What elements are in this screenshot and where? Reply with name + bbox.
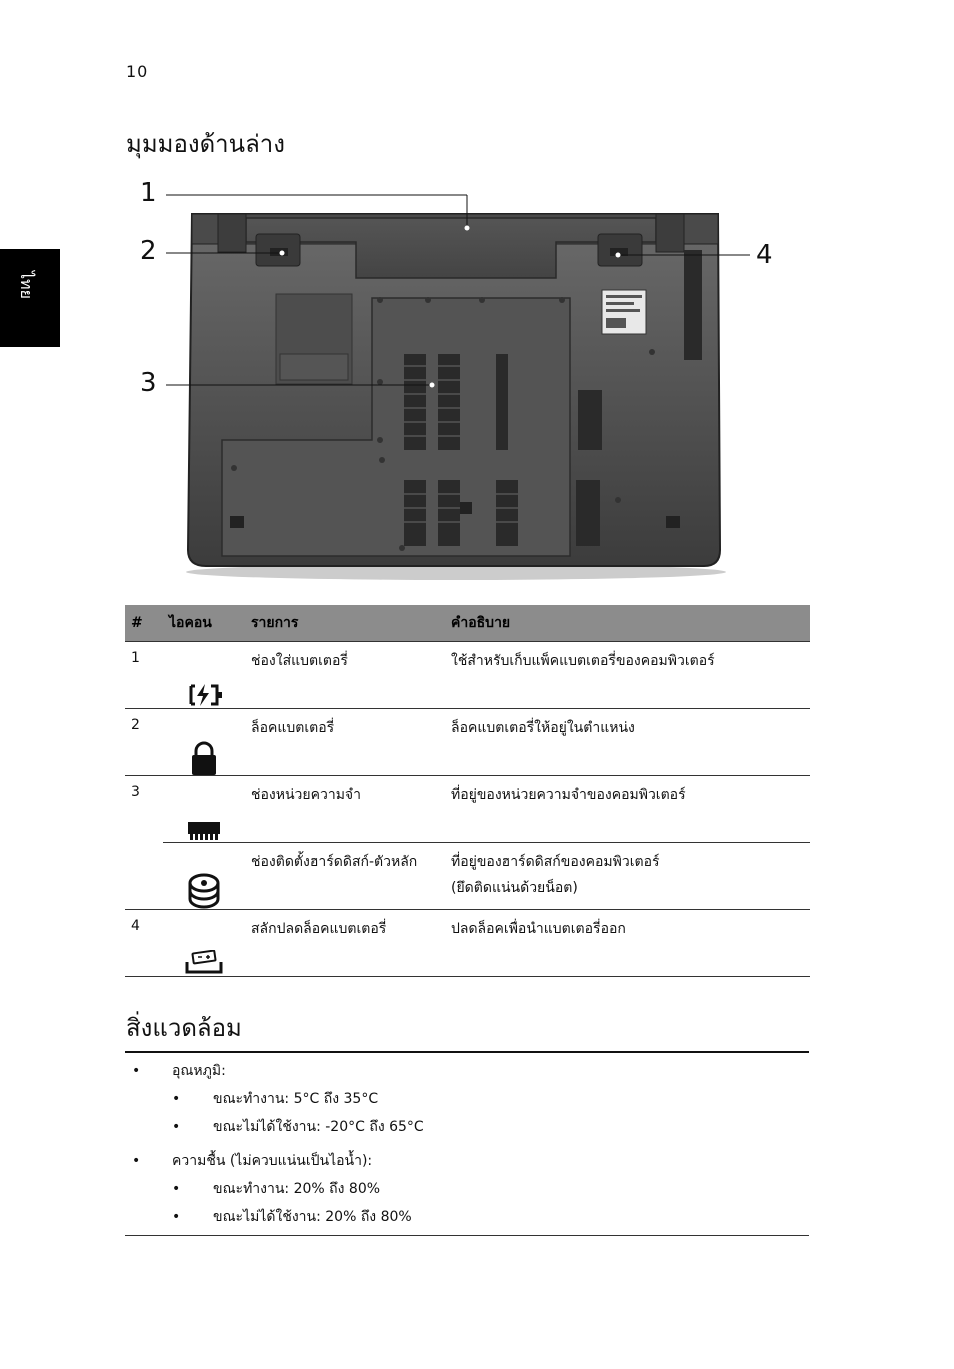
- row-item: สลักปลดล็อคแบตเตอรี่: [245, 910, 445, 977]
- list-item: • ขณะไม่ได้ใช้งาน: 20% ถึง 80%: [125, 1203, 809, 1231]
- row-description: ใช้สำหรับเก็บแพ็คแบตเตอรี่ของคอมพิวเตอร์: [445, 642, 810, 709]
- battery-bay-icon: [185, 682, 223, 708]
- callout-1: 1: [140, 178, 157, 208]
- bottom-view-components-table: [125, 605, 810, 977]
- row-description: ที่อยู่ของหน่วยความจำของคอมพิวเตอร์: [445, 776, 810, 843]
- table-row: [125, 910, 810, 977]
- laptop-bottom-view-figure: [126, 170, 810, 590]
- section-title-bottom-view: มุมมองด้านล่าง: [126, 130, 285, 158]
- row-item: ช่องติดตั้งฮาร์ดดิสก์-ตัวหลัก: [245, 843, 445, 910]
- callout-2: 2: [140, 236, 157, 266]
- callout-4: 4: [756, 240, 773, 270]
- language-side-tab: [0, 249, 60, 347]
- lock-icon: [190, 741, 218, 775]
- row-description: ที่อยู่ของฮาร์ดดิสก์ของคอมพิวเตอร์: [451, 854, 660, 870]
- table-row: [125, 642, 810, 709]
- language-label: ไทย: [17, 271, 36, 299]
- row-number: 4: [125, 910, 163, 977]
- list-item: • ขณะทำงาน: 5°C ถึง 35°C: [125, 1085, 809, 1113]
- memory-module-icon: [187, 818, 221, 842]
- laptop-bottom-illustration: [126, 170, 810, 590]
- table-row: [125, 709, 810, 776]
- row-number: 2: [125, 709, 163, 776]
- callout-3: 3: [140, 368, 157, 398]
- list-item: • ขณะไม่ได้ใช้งาน: -20°C ถึง 65°C: [125, 1113, 809, 1141]
- header-icon: ไอคอน: [163, 605, 245, 642]
- header-item: รายการ: [245, 605, 445, 642]
- environment-specs: [125, 1051, 809, 1236]
- row-number: 1: [125, 642, 163, 709]
- row-number: [125, 843, 163, 910]
- table-header-row: [125, 605, 810, 642]
- list-item: • อุณหภูมิ:: [125, 1057, 809, 1085]
- row-item: ช่องหน่วยความจำ: [245, 776, 445, 843]
- table-row: [125, 843, 810, 910]
- list-item: • ขณะทำงาน: 20% ถึง 80%: [125, 1175, 809, 1203]
- header-number: #: [125, 605, 163, 642]
- list-item: • ความชื้น (ไม่ควบแน่นเป็นไอน้ำ):: [125, 1147, 809, 1175]
- row-description-note: (ยึดติดแน่นด้วยน็อต): [451, 880, 578, 896]
- battery-release-icon: [185, 950, 223, 976]
- section-title-environment: สิ่งแวดล้อม: [126, 1014, 242, 1042]
- row-number: 3: [125, 776, 163, 843]
- table-row: [125, 776, 810, 843]
- page-number: 10: [126, 62, 149, 81]
- header-description: คำอธิบาย: [445, 605, 810, 642]
- row-item: ล็อคแบตเตอรี่: [245, 709, 445, 776]
- hard-disk-icon: [187, 873, 221, 909]
- row-item: ช่องใส่แบตเตอรี่: [245, 642, 445, 709]
- row-description: ปลดล็อคเพื่อนำแบตเตอรี่ออก: [445, 910, 810, 977]
- row-description: ล็อคแบตเตอรี่ให้อยู่ในตำแหน่ง: [445, 709, 810, 776]
